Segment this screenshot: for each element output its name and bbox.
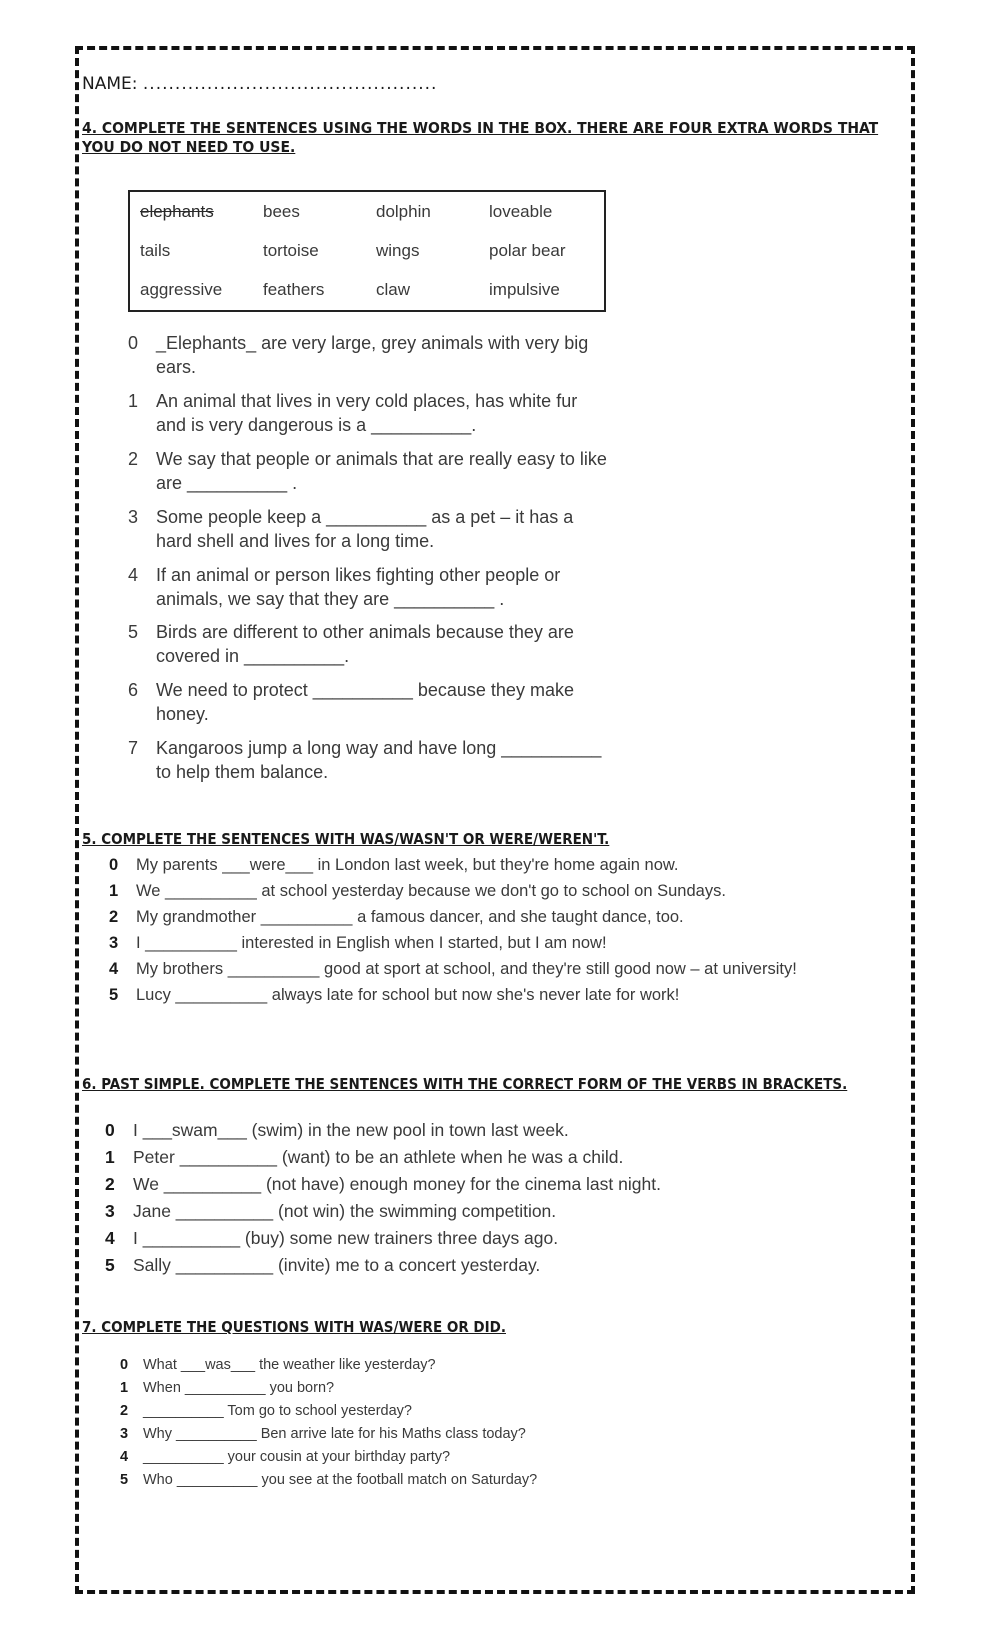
word-tails: tails [140,241,171,260]
item-text[interactable]: I __________ interested in English when I started, but I am now! [136,934,607,952]
item-text[interactable]: Kangaroos jump a long way and have long __________ to help them balance. [156,738,602,782]
item-number: 1 [128,391,139,411]
item-text[interactable]: __________ your cousin at your birthday party? [143,1449,451,1465]
name-dots: .............................................. [142,74,438,94]
word-box [128,190,606,312]
item-number: 4 [109,960,119,978]
item-number: 0 [109,856,119,874]
s4-item-0 [128,331,608,379]
item-text[interactable]: What ___was___ the weather like yesterday? [143,1357,436,1373]
item-number: 0 [105,1120,115,1140]
item-number: 4 [105,1228,115,1248]
item-number: 5 [128,622,139,642]
word-loveable: loveable [489,202,553,221]
s4-item-2 [128,447,608,495]
item-number: 0 [120,1357,129,1373]
item-text[interactable]: Why __________ Ben arrive late for his Maths class today? [143,1426,526,1442]
item-text[interactable]: My brothers __________ good at sport at school, and they're still good now – at university! [136,960,797,978]
item-number: 3 [128,507,139,527]
item-text[interactable]: We need to protect __________ because they make honey. [156,680,574,724]
section-5-heading: 5. COMPLETE THE SENTENCES WITH WAS/WASN'T OR WERE/WEREN'T. [82,830,610,848]
word-elephants: elephants [140,202,214,221]
item-number: 5 [109,986,119,1004]
word-polar-bear: polar bear [489,241,566,260]
word-impulsive: impulsive [489,280,560,299]
item-number: 2 [120,1403,129,1419]
item-number: 6 [128,680,139,700]
item-text[interactable]: Some people keep a __________ as a pet – it has a hard shell and lives for a long time. [156,507,574,551]
item-text[interactable]: When __________ you born? [143,1380,335,1396]
word-wings: wings [376,241,420,260]
s4-item-3 [128,505,608,553]
item-text[interactable]: My parents ___were___ in London last week, but they're home again now. [136,856,679,874]
item-text[interactable]: Jane __________ (not win) the swimming competition. [133,1201,557,1221]
item-number: 4 [128,565,139,585]
item-number: 4 [120,1449,129,1465]
s4-item-6 [128,678,608,726]
item-text[interactable]: We __________ at school yesterday because we don't go to school on Sundays. [136,882,726,900]
s4-item-4 [128,563,608,611]
item-number: 7 [128,738,139,758]
word-feathers: feathers [263,280,325,299]
name-field[interactable] [82,74,437,94]
item-number: 5 [105,1255,115,1275]
word-aggressive: aggressive [140,280,223,299]
word-dolphin: dolphin [376,202,431,221]
item-text[interactable]: I ___swam___ (swim) in the new pool in town last week. [133,1120,569,1140]
word-claw: claw [376,280,411,299]
word-bees: bees [263,202,300,221]
item-number: 3 [105,1201,115,1221]
item-number: 2 [105,1174,115,1194]
name-label: NAME: [82,74,138,94]
item-text[interactable]: We __________ (not have) enough money for the cinema last night. [133,1174,661,1194]
item-text[interactable]: Lucy __________ always late for school but now she's never late for work! [136,986,680,1004]
item-number: 3 [120,1426,129,1442]
s4-item-5 [128,620,608,668]
item-number: 2 [109,908,119,926]
item-text[interactable]: _Elephants_ are very large, grey animals with very big ears. [156,333,589,377]
section-7-heading: 7. COMPLETE THE QUESTIONS WITH WAS/WERE OR DID. [82,1318,506,1336]
item-number: 1 [105,1147,115,1167]
item-number: 0 [128,333,139,353]
section-4-heading: 4. COMPLETE THE SENTENCES USING THE WORDS IN THE BOX. THERE ARE FOUR EXTRA WORDS THAT YOU DO NOT NEED TO USE. [82,119,879,157]
s4-item-7 [128,736,608,784]
item-text[interactable]: We say that people or animals that are really easy to like are __________ . [156,449,607,493]
item-text[interactable]: If an animal or person likes fighting other people or animals, we say that they are __________ . [156,565,561,609]
item-number: 3 [109,934,119,952]
item-text[interactable]: An animal that lives in very cold places, has white fur and is very dangerous is a __________. [156,391,578,435]
item-text[interactable]: __________ Tom go to school yesterday? [143,1403,412,1419]
item-number: 1 [109,882,119,900]
s4-item-1 [128,389,608,437]
item-text[interactable]: Who __________ you see at the football match on Saturday? [143,1472,538,1488]
item-number: 2 [128,449,139,469]
word-tortoise: tortoise [263,241,319,260]
item-text[interactable]: Peter __________ (want) to be an athlete when he was a child. [133,1147,624,1167]
item-text[interactable]: My grandmother __________ a famous dancer, and she taught dance, too. [136,908,684,926]
item-text[interactable]: I __________ (buy) some new trainers three days ago. [133,1228,559,1248]
item-text[interactable]: Birds are different to other animals because they are covered in __________. [156,622,574,666]
section-6-heading: 6. PAST SIMPLE. COMPLETE THE SENTENCES WITH THE CORRECT FORM OF THE VERBS IN BRACKETS. [82,1075,848,1093]
item-number: 5 [120,1472,129,1488]
item-number: 1 [120,1380,129,1396]
item-text[interactable]: Sally __________ (invite) me to a concert yesterday. [133,1255,541,1275]
